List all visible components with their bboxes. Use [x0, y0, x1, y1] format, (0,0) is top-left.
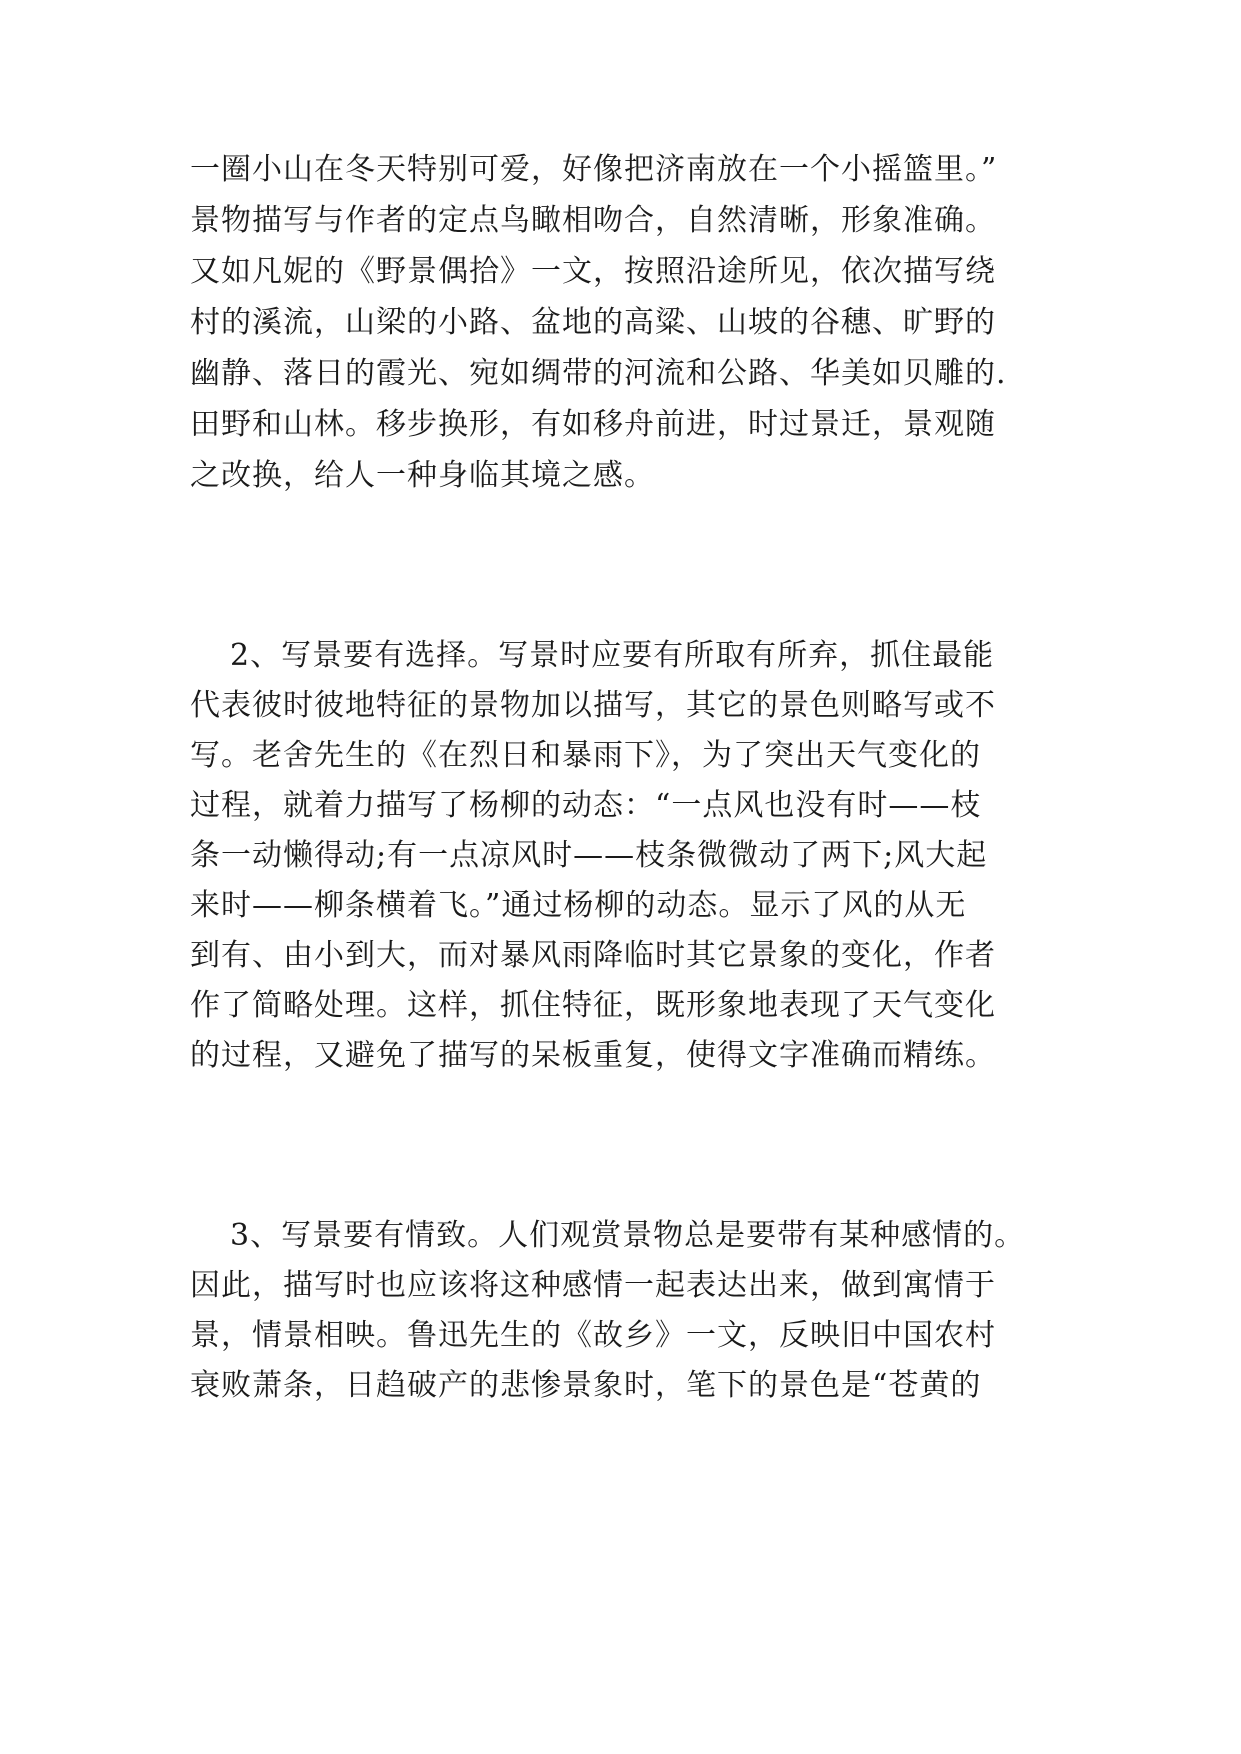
paragraph-1-line-2: 景物描写与作者的定点鸟瞰相吻合，自然清晰，形象准确。 [190, 203, 996, 238]
paragraph-2-line-4: 过程，就着力描写了杨柳的动态：“一点风也没有时——枝 [190, 788, 982, 823]
paragraph-2-line-3: 写。老舍先生的《在烈日和暴雨下》，为了突出天气变化的 [190, 738, 981, 773]
paragraph-2-line-1: 2、写景要有选择。写景时应要有所取有所弃，抓住最能 [230, 638, 995, 673]
paragraph-3-line-4: 衰败萧条，日趋破产的悲惨景象时，笔下的景色是“苍黄的 [190, 1368, 982, 1403]
paragraph-2-line-8: 作了简略处理。这样，抓住特征，既形象地表现了天气变化 [190, 988, 996, 1023]
paragraph-2-line-6: 来时——柳条横着飞。”通过杨柳的动态。显示了风的从无 [190, 888, 967, 923]
paragraph-1-line-1: 一圈小山在冬天特别可爱，好像把济南放在一个小摇篮里。” [190, 152, 998, 187]
paragraph-2-line-5: 条一动懒得动;有一点凉风时——枝条微微动了两下;风大起 [190, 838, 988, 873]
paragraph-1-line-7: 之改换，给人一种身临其境之感。 [190, 458, 655, 493]
paragraph-3-line-3: 景，情景相映。鲁迅先生的《故乡》一文，反映旧中国农村 [190, 1318, 996, 1353]
paragraph-1-line-3: 又如凡妮的《野景偶拾》一文，按照沿途所见，依次描写绕 [190, 254, 996, 289]
paragraph-2-line-9: 的过程，又避免了描写的呆板重复，使得文字准确而精练。 [190, 1038, 996, 1073]
paragraph-2-line-7: 到有、由小到大，而对暴风雨降临时其它景象的变化，作者 [190, 938, 996, 973]
paragraph-2-line-2: 代表彼时彼地特征的景物加以描写，其它的景色则略写或不 [190, 688, 996, 723]
paragraph-3-line-2: 因此，描写时也应该将这种感情一起表达出来，做到寓情于 [190, 1268, 996, 1303]
paragraph-1-line-6: 田野和山林。移步换形，有如移舟前进，时过景迁，景观随 [190, 407, 996, 442]
paragraph-1-line-4: 村的溪流，山梁的小路、盆地的高粱、山坡的谷穗、旷野的 [190, 305, 996, 340]
paragraph-3-line-1: 3、写景要有情致。人们观赏景物总是要带有某种感情的。 [230, 1218, 1026, 1253]
paragraph-1-line-5: 幽静、落日的霞光、宛如绸带的河流和公路、华美如贝雕的. [190, 356, 1007, 391]
